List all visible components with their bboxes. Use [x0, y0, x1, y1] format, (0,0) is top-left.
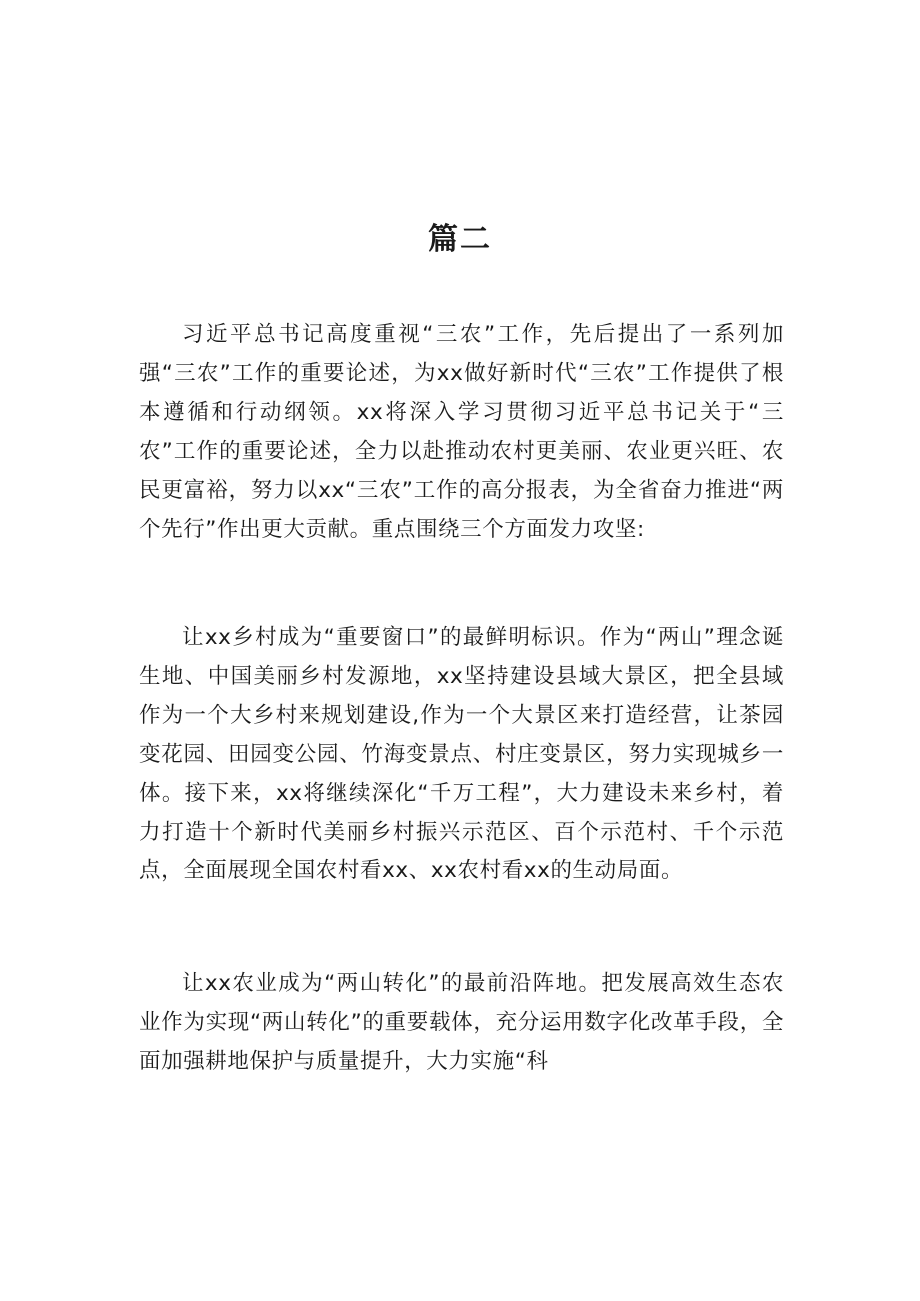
page-title: 篇二	[428, 222, 492, 257]
body-paragraph-2: 让xx乡村成为“重要窗口”的最鲜明标识。作为“两山”理念诞生地、中国美丽乡村发源地，xx坚持建设县域大景区，把全县域作为一个大乡村来规划建设,作为一个大景区来打造经营，让茶园变花园、田园变公园、竹海变景点、村庄变景区，努力实现城乡一体。接下来，xx将继续深化“千万工程”，大力建设未来乡村，着力打造十个新时代美丽乡村振兴示范区、百个示范村、千个示范点，全面展现全国农村看xx、xx农村看xx的生动局面。	[139, 625, 784, 884]
body-paragraph-3: 让xx农业成为“两山转化”的最前沿阵地。把发展高效生态农业作为实现“两山转化”的重要载体，充分运用数字化改革手段，全面加强耕地保护与质量提升，大力实施“科	[139, 971, 784, 1074]
body-paragraph-1: 习近平总书记高度重视“三农”工作，先后提出了一系列加强“三农”工作的重要论述，为xx做好新时代“三农”工作提供了根本遵循和行动纲领。xx将深入学习贯彻习近平总书记关于“三农”工作的重要论述，全力以赴推动农村更美丽、农业更兴旺、农民更富裕，努力以xx“三农”工作的高分报表，为全省奋力推进“两个先行”作出更大贡献。重点围绕三个方面发力攻坚:	[139, 322, 784, 542]
